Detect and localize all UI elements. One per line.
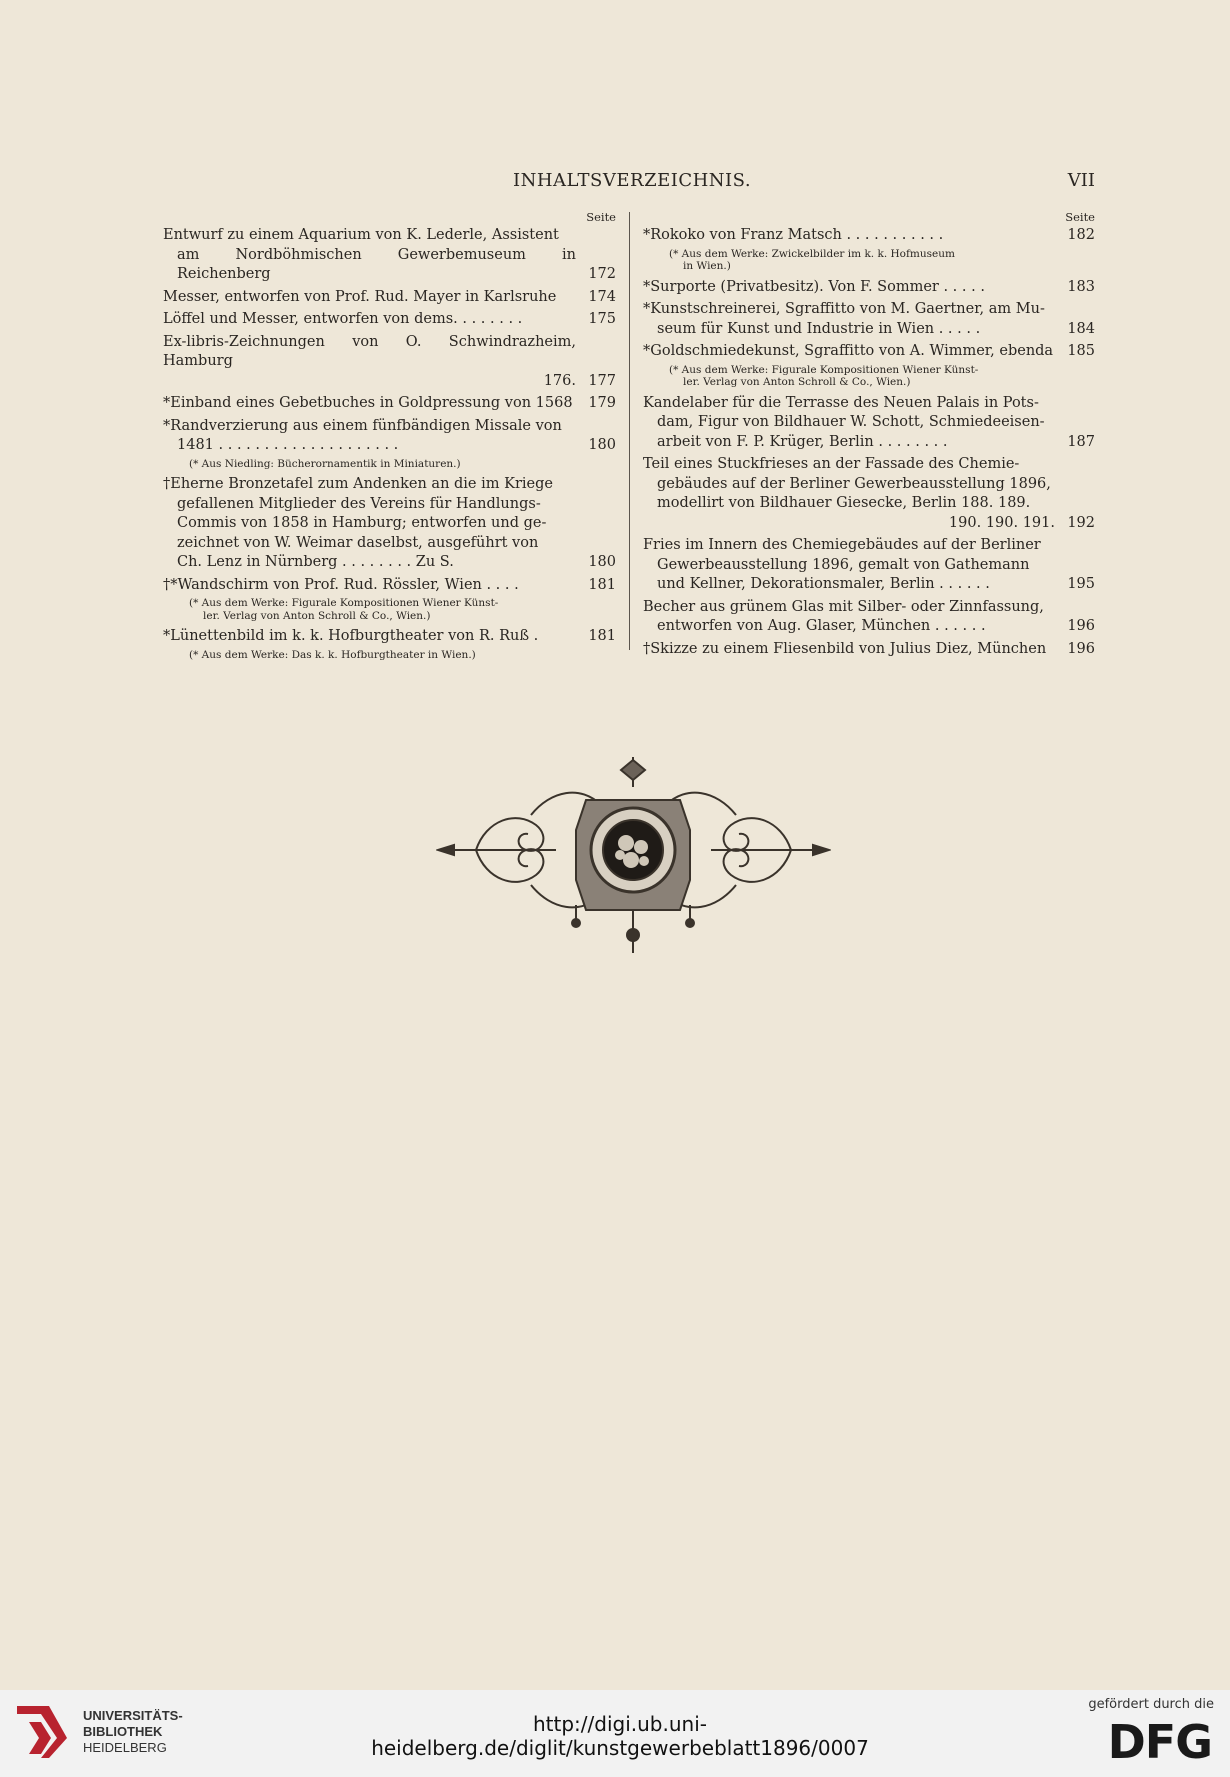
- toc-entry-line: Gewerbeausstellung 1896, gemalt von Gathemann: [657, 556, 1030, 573]
- toc-entry-line: modellirt von Bildhauer Giesecke, Berlin 188. 189.: [657, 495, 1031, 511]
- toc-entry-line: †*Wandschirm von Prof. Rud. Rössler, Wien . . . .: [163, 576, 519, 593]
- toc-entry[interactable]: [163, 576, 616, 596]
- toc-page-number: 196: [1067, 640, 1095, 657]
- toc-page-number: 172: [588, 266, 616, 282]
- toc-entry-line: Löffel und Messer, entworfen von dems. . . . . . . .: [163, 311, 523, 327]
- toc-entry[interactable]: [163, 333, 616, 392]
- toc-page-number: 180: [588, 437, 616, 453]
- funding-caption: gefördert durch die: [1088, 1697, 1214, 1712]
- toc-entry[interactable]: [643, 226, 1095, 246]
- toc-entry[interactable]: [163, 310, 616, 330]
- source-note: [163, 458, 616, 471]
- page-number: VII: [1067, 170, 1095, 191]
- toc-entry-line: Ex-libris-Zeichnungen von O. Schwindrazheim, Hamburg: [163, 333, 576, 369]
- toc-entry-line: *Einband eines Gebetbuches in Goldpressung von 1568: [163, 395, 573, 411]
- toc-entry[interactable]: [643, 598, 1095, 637]
- toc-page-number: 183: [1067, 278, 1095, 295]
- toc-entry-line: dam, Figur von Bildhauer W. Schott, Schmiedeeisen-: [657, 414, 1045, 430]
- source-note-line: (* Aus dem Werke: Figurale Kompositionen Wiener Künst-: [189, 597, 499, 609]
- toc-entry-line: zeichnet von W. Weimar daselbst, ausgeführt von: [177, 534, 539, 551]
- toc-entry-line: Becher aus grünem Glas mit Silber- oder Zinnfassung,: [643, 598, 1044, 615]
- toc-page-number: 182: [1067, 227, 1095, 243]
- toc-page-number: 184: [1067, 320, 1095, 337]
- toc-entry-line: Commis von 1858 in Hamburg; entworfen und ge-: [177, 515, 547, 531]
- seite-label: Seite: [1065, 210, 1095, 224]
- toc-page-number: 179: [588, 395, 616, 411]
- toc-entry[interactable]: [643, 342, 1095, 362]
- dfg-logo: DFG: [1107, 1715, 1212, 1769]
- running-header: [0, 170, 1230, 200]
- toc-entry-line: Teil eines Stuckfrieses an der Fassade des Chemie-: [643, 456, 1020, 472]
- toc-entry[interactable]: [163, 288, 616, 308]
- toc-page-number: 187: [1067, 433, 1095, 450]
- toc-page-number: 174: [588, 288, 616, 305]
- toc-page-number: 196: [1067, 618, 1095, 634]
- toc-entry[interactable]: [643, 640, 1095, 660]
- source-note-line: (* Aus dem Werke: Figurale Kompositionen Wiener Künst-: [669, 363, 979, 376]
- toc-right-column: [643, 211, 1095, 662]
- toc-entry-line: am Nordböhmischen Gewerbemuseum in Reichenberg: [177, 246, 576, 282]
- toc-entry[interactable]: [163, 394, 616, 414]
- toc-page-number: 192: [1067, 514, 1095, 531]
- toc-page-number: 181: [588, 576, 616, 593]
- source-note: [643, 364, 1095, 389]
- toc-entry[interactable]: [163, 226, 616, 285]
- library-name-line1: UNIVERSITÄTS-: [83, 1708, 183, 1723]
- toc-entry-line: Kandelaber für die Terrasse des Neuen Palais in Pots-: [643, 394, 1039, 411]
- toc-entry-line: *Surporte (Privatbesitz). Von F. Sommer . . . . .: [643, 278, 985, 295]
- toc-entry-line: gefallenen Mitglieder des Vereins für Handlungs-: [177, 495, 541, 512]
- toc-entry-line: †Eherne Bronzetafel zum Andenken an die im Kriege: [163, 476, 553, 492]
- permalink-url[interactable]: http://digi.ub.uni-heidelberg.de/diglit/kunstgewerbeblatt1896/0007: [371, 1712, 869, 1760]
- toc-page-number: 180: [588, 554, 616, 570]
- toc-entry[interactable]: [643, 455, 1095, 533]
- source-note: [643, 248, 1095, 273]
- column-divider: [629, 212, 630, 650]
- seite-label: Seite: [586, 210, 616, 224]
- toc-left-column: [163, 211, 616, 666]
- toc-entry-line: Messer, entworfen von Prof. Rud. Mayer in Karlsruhe: [163, 288, 557, 305]
- toc-entry-line: arbeit von F. P. Krüger, Berlin . . . . . . . .: [657, 433, 948, 450]
- page-title: INHALTSVERZEICHNIS.: [513, 170, 752, 191]
- toc-entry[interactable]: [643, 536, 1095, 595]
- source-note-line: (* Aus dem Werke: Das k. k. Hofburgtheater in Wien.): [189, 648, 476, 661]
- source-note-line: ler. Verlag von Anton Schroll & Co., Wien.): [683, 376, 911, 388]
- toc-entry-line: *Kunstschreinerei, Sgraffitto von M. Gaertner, am Mu-: [643, 301, 1045, 317]
- toc-entry[interactable]: [163, 475, 616, 573]
- source-note-line: (* Aus dem Werke: Zwickelbilder im k. k. Hofmuseum: [669, 247, 955, 260]
- toc-entry-line: †Skizze zu einem Fliesenbild von Julius Diez, München: [643, 640, 1047, 657]
- decorative-ornament: [436, 755, 831, 955]
- toc-entry-line: entworfen von Aug. Glaser, München . . . . . .: [657, 618, 986, 634]
- toc-entry-line: seum für Kunst und Industrie in Wien . . . . .: [657, 320, 981, 337]
- library-name-line3: HEIDELBERG: [83, 1740, 167, 1755]
- toc-entry-line: 190. 190. 191.: [948, 514, 1055, 531]
- toc-entry-line: Ch. Lenz in Nürnberg . . . . . . . . Zu S.: [177, 554, 454, 570]
- source-note-line: in Wien.): [683, 260, 731, 272]
- toc-entry-line: gebäudes auf der Berliner Gewerbeausstellung 1896,: [657, 475, 1051, 492]
- toc-entry[interactable]: [643, 394, 1095, 453]
- toc-entry[interactable]: [163, 417, 616, 456]
- source-note-line: ler. Verlag von Anton Schroll & Co., Wien.): [203, 609, 431, 622]
- toc-entry-line: *Rokoko von Franz Matsch . . . . . . . . . . .: [643, 227, 944, 243]
- library-name-line2: BIBLIOTHEK: [83, 1724, 163, 1739]
- toc-entry[interactable]: [163, 627, 616, 647]
- source-note-line: (* Aus Niedling: Bücherornamentik in Miniaturen.): [189, 457, 461, 470]
- toc-entry-line: Fries im Innern des Chemiegebäudes auf der Berliner: [643, 537, 1041, 553]
- toc-entry[interactable]: [643, 278, 1095, 298]
- toc-page-number: 195: [1067, 576, 1095, 592]
- toc-entry-line: Entwurf zu einem Aquarium von K. Lederle, Assistent: [163, 227, 559, 243]
- source-note: [163, 597, 616, 622]
- toc-page-number: 181: [588, 628, 616, 644]
- source-note: [163, 649, 616, 662]
- toc-entry[interactable]: [643, 300, 1095, 339]
- toc-entry-line: und Kellner, Dekorationsmaler, Berlin . . . . . .: [657, 576, 990, 592]
- toc-page-number: 175: [588, 311, 616, 327]
- toc-entry-line: *Lünettenbild im k. k. Hofburgtheater von R. Ruß .: [163, 628, 539, 644]
- toc-entry-line: 176.: [543, 372, 576, 389]
- toc-page-number: 185: [1067, 343, 1095, 359]
- toc-entry-line: *Goldschmiedekunst, Sgraffitto von A. Wimmer, ebenda: [643, 343, 1054, 359]
- toc-page-number: 177: [588, 372, 616, 389]
- toc-entry-line: 1481 . . . . . . . . . . . . . . . . . . . .: [177, 437, 399, 453]
- toc-entry-line: *Randverzierung aus einem fünfbändigen Missale von: [163, 417, 562, 434]
